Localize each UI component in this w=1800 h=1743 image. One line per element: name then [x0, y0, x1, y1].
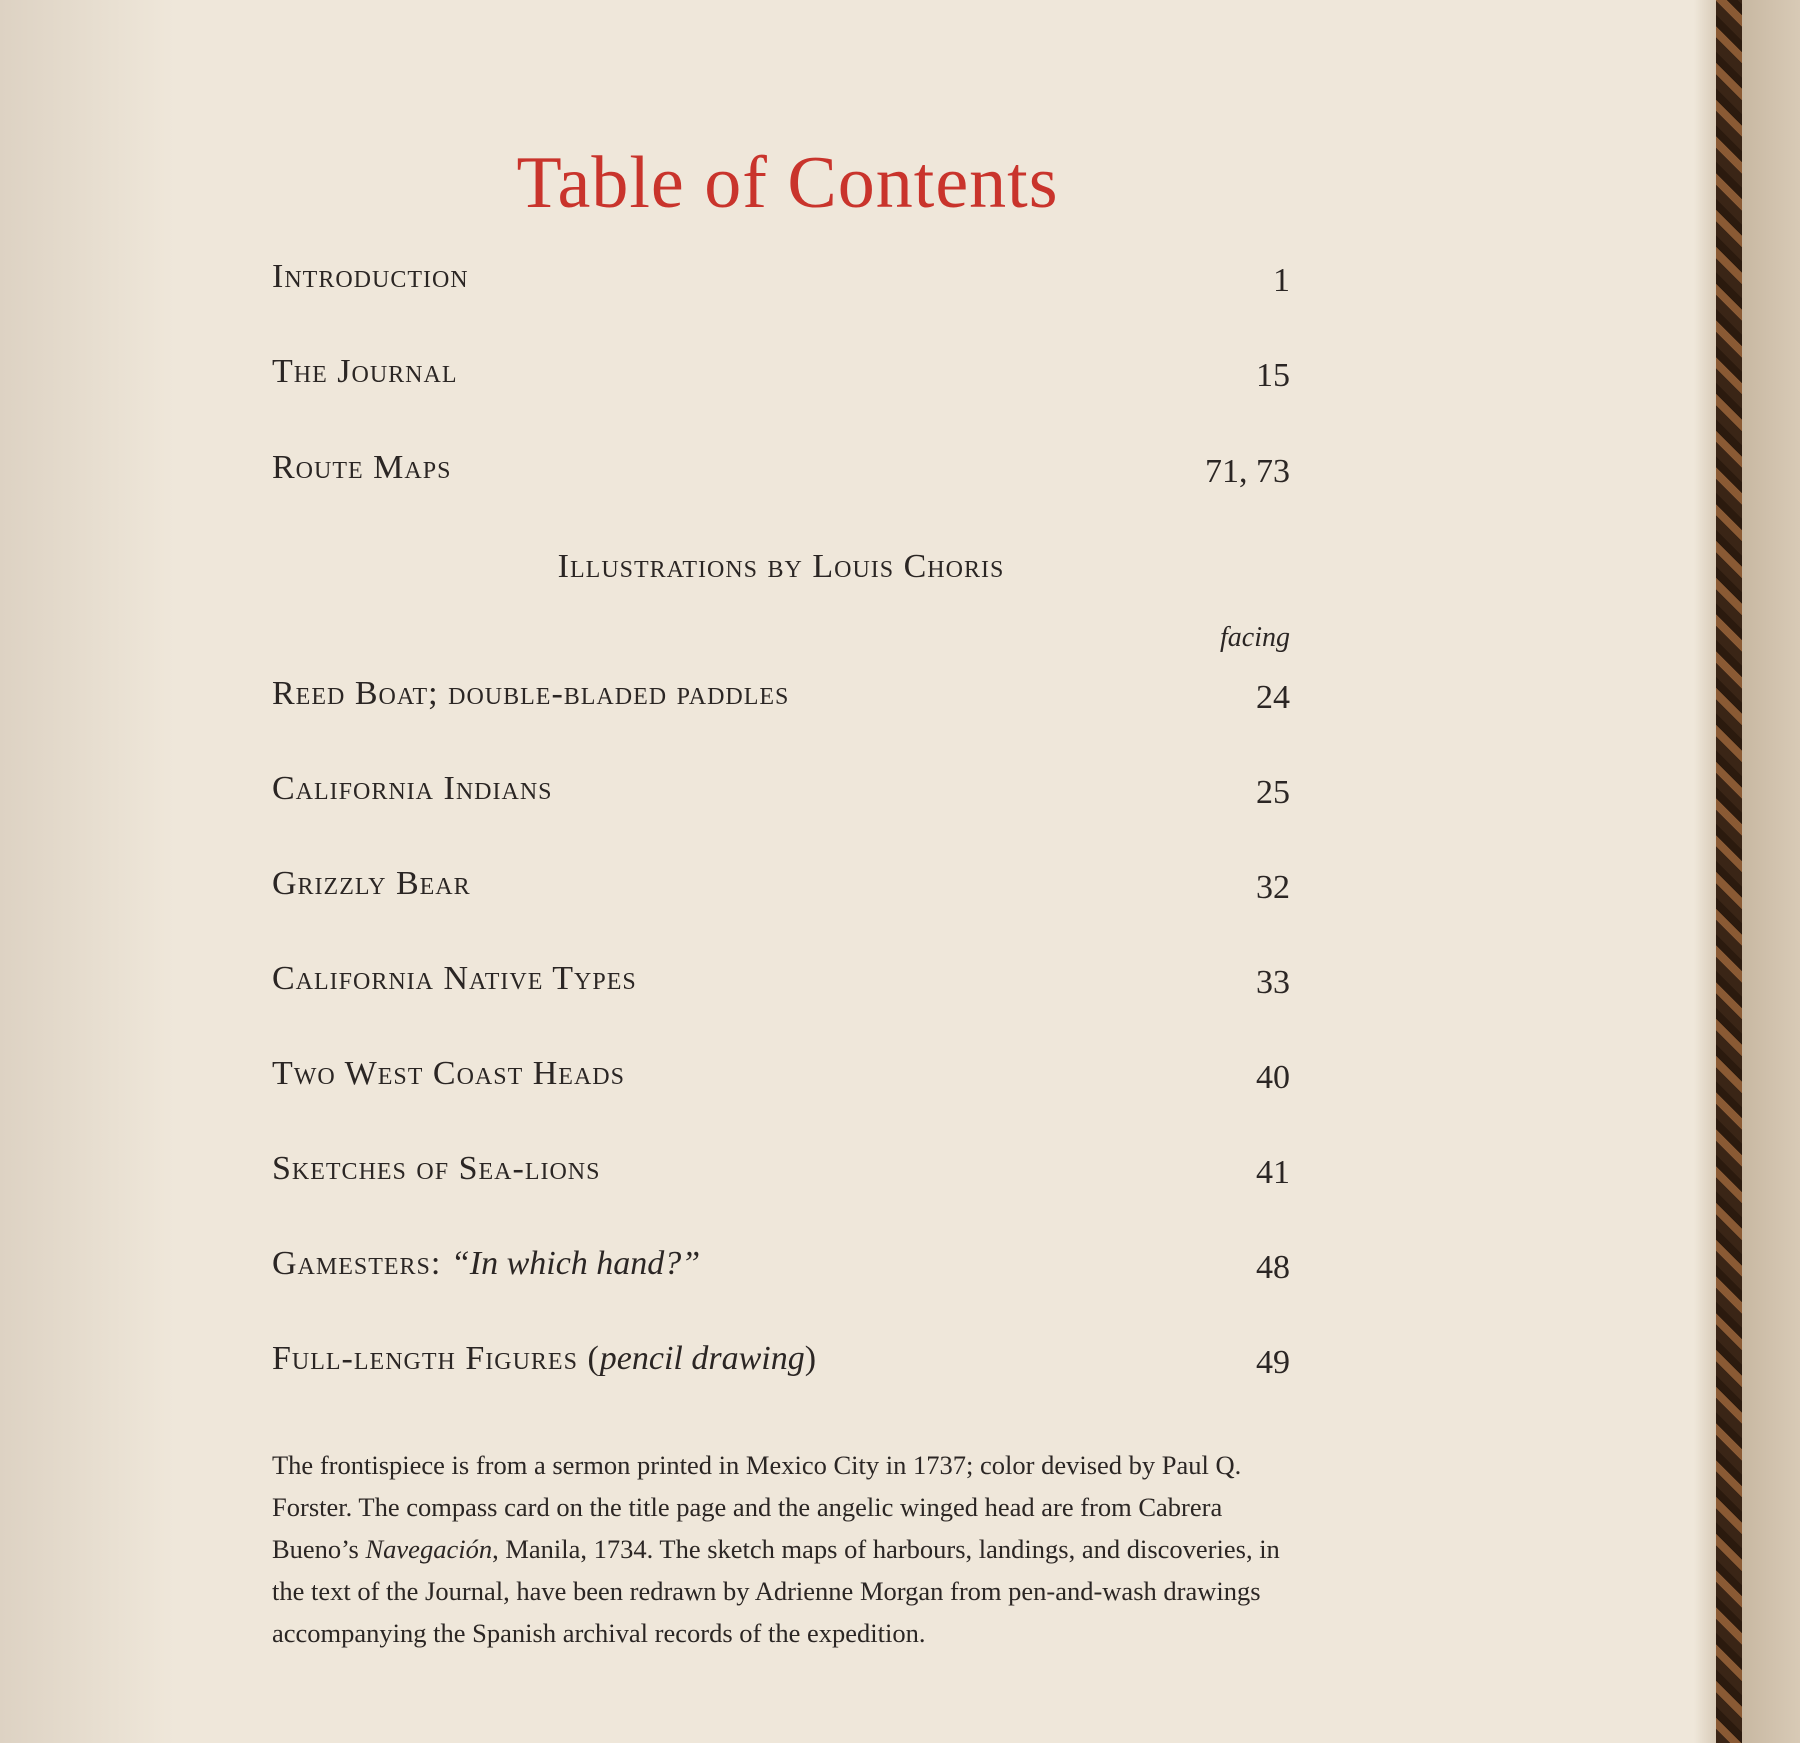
illustration-label: California Indians	[272, 770, 553, 807]
illustration-label: Reed Boat; double-bladed paddles	[272, 675, 790, 712]
page-title: Table of Contents	[516, 142, 1059, 224]
illustration-page: 48	[1256, 1249, 1290, 1286]
illustration-label: California Native Types	[272, 960, 637, 997]
toc-entry-page: 71, 73	[1205, 453, 1290, 490]
illustration-entry	[272, 1245, 1290, 1295]
illustration-entry	[272, 675, 1290, 725]
illustration-entry	[272, 770, 1290, 820]
illustration-label	[272, 1340, 817, 1378]
illustration-entry	[272, 1055, 1290, 1105]
illustrations-heading: Illustrations by Louis Choris	[557, 548, 1005, 585]
illustration-label-suffix: )	[804, 1340, 818, 1377]
toc-entry-route-maps	[272, 449, 1290, 499]
toc-entry-label: Route Maps	[272, 449, 452, 486]
toc-entry-label: The Journal	[272, 353, 458, 390]
illustration-entry	[272, 960, 1290, 1010]
illustration-label-prefix: Gamesters:	[272, 1245, 451, 1282]
illustration-page: 40	[1256, 1059, 1290, 1096]
toc-entry-introduction	[272, 258, 1290, 308]
illustration-label-prefix: Full-length Figures (	[272, 1340, 600, 1377]
illustration-label	[272, 1245, 700, 1283]
illustration-label: Two West Coast Heads	[272, 1055, 625, 1092]
illustration-page: 41	[1256, 1154, 1290, 1191]
illustration-page: 32	[1256, 869, 1290, 906]
illustration-entry	[272, 1150, 1290, 1200]
illustration-label: Sketches of Sea-lions	[272, 1150, 601, 1187]
toc-entry-label: Introduction	[272, 258, 469, 295]
toc-entry-page: 15	[1256, 357, 1290, 394]
note-text-part1: The frontispiece is from a sermon printed in Mexico City in 1737; color devised by Paul Q. Forster. The compass card on the title page and the angelic winged head are from Cabrera Bueno’s	[272, 1450, 1242, 1564]
illustration-page: 49	[1256, 1344, 1290, 1381]
toc-entry-page: 1	[1273, 262, 1290, 299]
illustration-page: 33	[1256, 964, 1290, 1001]
illustration-label-italic: pencil drawing	[599, 1340, 805, 1377]
toc-entry-the-journal	[272, 353, 1290, 403]
illustration-label-italic: “In which hand?”	[450, 1245, 701, 1282]
note-text-part2: , Manila, 1734. The sketch maps of harbours, landings, and discoveries, in the text of the Journal, have been redrawn by Adrienne Morgan from pen-and-wash drawings accompanying the Spanish archival records of the expedition.	[272, 1534, 1280, 1648]
note-text-italic: Navegación	[365, 1534, 493, 1564]
illustration-page: 25	[1256, 774, 1290, 811]
illustration-label: Grizzly Bear	[272, 865, 471, 902]
facing-label: facing	[1220, 622, 1290, 653]
illustration-page: 24	[1256, 679, 1290, 716]
frontispiece-note	[272, 1444, 1290, 1654]
illustration-entry	[272, 865, 1290, 915]
illustration-entry	[272, 1340, 1290, 1390]
